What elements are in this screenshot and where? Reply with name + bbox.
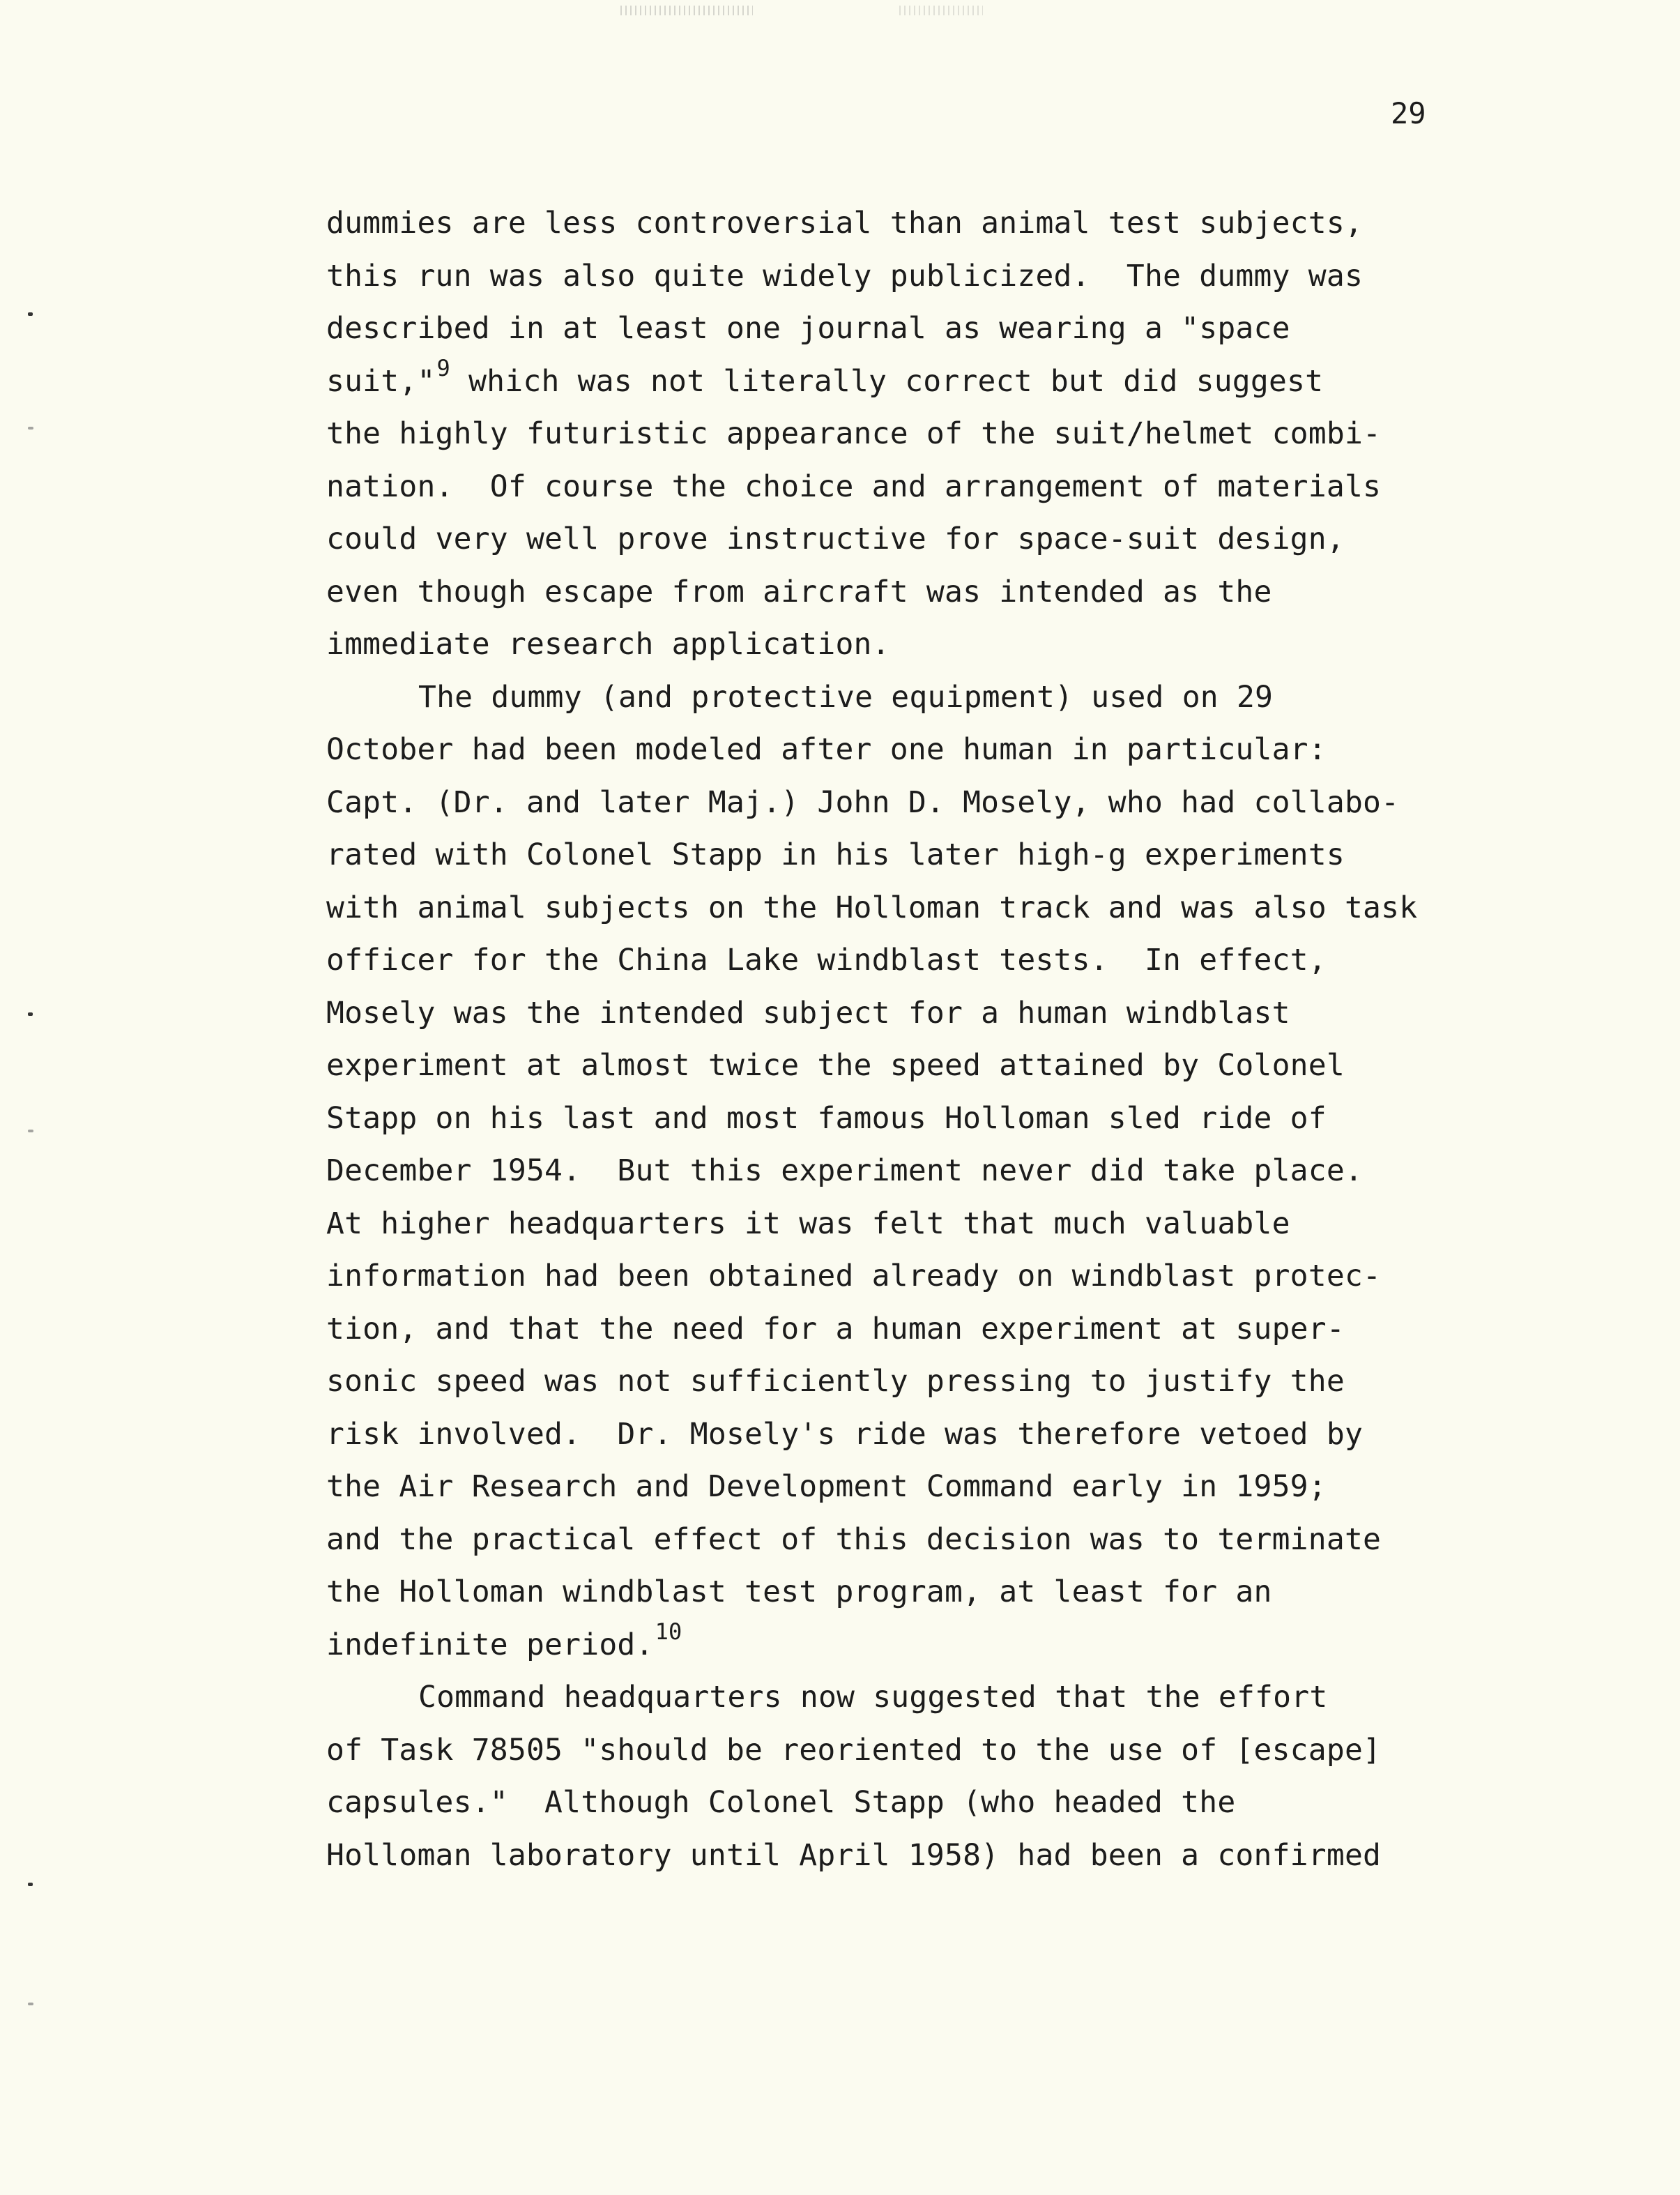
line-text: capsules." Although Colonel Stapp (who headed the — [326, 1785, 1236, 1820]
text-line — [326, 730, 1483, 783]
line-text: the Air Research and Development Command early in 1959; — [326, 1469, 1327, 1504]
line-text: Holloman laboratory until April 1958) had been a confirmed — [326, 1837, 1382, 1873]
line-text: could very well prove instructive for space-suit design, — [326, 522, 1345, 556]
text-line — [326, 1467, 1483, 1520]
page-number: 29 — [1391, 96, 1426, 130]
line-text: rated with Colonel Stapp in his later high-g experiments — [326, 837, 1345, 872]
line-text: dummies are less controversial than animal test subjects, — [326, 206, 1364, 241]
margin-mark — [28, 312, 33, 316]
text-line — [326, 572, 1483, 625]
text-line — [326, 467, 1483, 520]
text-line — [326, 1362, 1483, 1415]
line-text: the highly futuristic appearance of the suit/helmet combi- — [326, 416, 1382, 451]
text-line — [326, 941, 1483, 994]
text-line — [326, 1415, 1483, 1468]
text-line — [326, 1731, 1483, 1784]
margin-mark — [28, 427, 33, 430]
line-text: immediate research application. — [326, 627, 890, 662]
line-text: October had been modeled after one human in particular: — [326, 732, 1327, 767]
text-line — [326, 1783, 1483, 1836]
line-text: information had been obtained already on windblast protec- — [326, 1259, 1382, 1293]
text-line — [326, 888, 1483, 941]
line-text: the Holloman windblast test program, at least for an — [326, 1574, 1272, 1609]
text-line — [326, 1099, 1483, 1152]
text-line — [326, 1520, 1483, 1573]
text-line — [326, 1046, 1483, 1099]
margin-mark — [28, 1012, 33, 1016]
text-line — [326, 1678, 1483, 1731]
line-text: and the practical effect of this decision was to terminate — [326, 1521, 1382, 1557]
line-text: nation. Of course the choice and arrangement of materials — [326, 469, 1382, 504]
scan-artifact — [899, 6, 983, 15]
line-text: described in at least one journal as wearing a "space — [326, 311, 1290, 346]
text-line — [326, 783, 1483, 836]
line-text: Stapp on his last and most famous Holloman sled ride of — [326, 1100, 1327, 1136]
line-text: Capt. (Dr. and later Maj.) John D. Mosely, who had collabo- — [326, 784, 1400, 820]
text-line — [326, 204, 1483, 257]
scan-artifact — [620, 6, 753, 15]
line-text: officer for the China Lake windblast tests. In effect, — [326, 943, 1327, 978]
line-text: this run was also quite widely publicized. The dummy was — [326, 258, 1364, 294]
text-line — [326, 678, 1483, 731]
text-line — [326, 1256, 1483, 1309]
line-text-continued: which was not literally correct but did suggest — [450, 363, 1324, 399]
line-text: even though escape from aircraft was intended as the — [326, 574, 1272, 609]
footnote-ref: 10 — [655, 1618, 682, 1645]
line-text: Mosely was the intended subject for a human windblast — [326, 995, 1290, 1031]
text-line — [326, 414, 1483, 467]
line-text: indefinite period. — [326, 1627, 654, 1662]
text-line — [326, 625, 1483, 678]
text-line — [326, 1572, 1483, 1625]
text-line — [326, 994, 1483, 1047]
line-text: with animal subjects on the Holloman track and was also task — [326, 890, 1418, 925]
line-text: risk involved. Dr. Mosely's ride was therefore vetoed by — [326, 1416, 1364, 1452]
text-line — [326, 257, 1483, 310]
footnote-ref: 9 — [436, 354, 450, 381]
text-line — [326, 1151, 1483, 1204]
text-line — [326, 519, 1483, 572]
line-text: suit," — [326, 363, 436, 399]
text-line — [326, 1309, 1483, 1362]
margin-mark — [28, 1883, 33, 1886]
line-text: of Task 78505 "should be reoriented to the use of [escape] — [326, 1732, 1382, 1768]
text-line — [326, 1618, 1483, 1678]
text-line — [326, 835, 1483, 888]
text-line — [326, 1204, 1483, 1257]
text-line — [326, 309, 1483, 362]
line-text: December 1954. But this experiment never did take place. — [326, 1153, 1364, 1188]
margin-mark — [28, 1130, 33, 1132]
line-text: tion, and that the need for a human experiment at super- — [326, 1311, 1345, 1346]
line-text: Command headquarters now suggested that the effort — [418, 1680, 1328, 1715]
line-text: sonic speed was not sufficiently pressing to justify the — [326, 1364, 1345, 1399]
text-line — [326, 354, 1483, 415]
text-line — [326, 1836, 1483, 1889]
line-text: At higher headquarters it was felt that much valuable — [326, 1206, 1290, 1241]
margin-mark — [28, 2003, 33, 2005]
line-text: experiment at almost twice the speed attained by Colonel — [326, 1048, 1345, 1083]
body-text — [326, 204, 1483, 1888]
line-text: The dummy (and protective equipment) used on 29 — [418, 679, 1274, 715]
